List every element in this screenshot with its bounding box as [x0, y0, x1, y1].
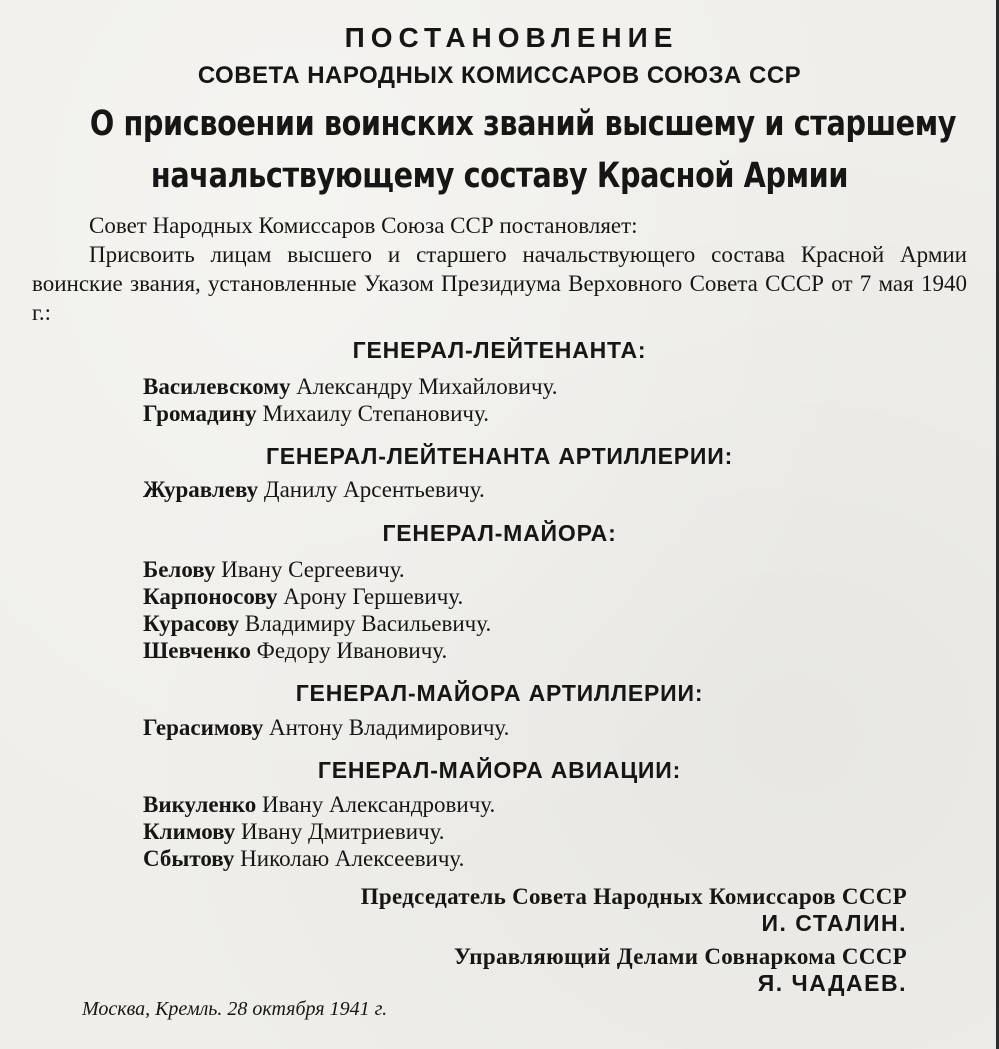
chairman-title: Председатель Совета Народных Комиссаров СССР — [360, 884, 907, 909]
decree-heading-line-1: О присвоении воинских званий высшему и старшему — [89, 104, 957, 144]
person-entry — [143, 477, 485, 503]
person-name: Александру Михайловичу. — [296, 374, 558, 399]
person-surname: Шевченко — [143, 638, 251, 663]
manager-title: Управляющий Делами Совнаркома СССР — [454, 944, 907, 969]
person-name: Арону Гершевичу. — [283, 584, 464, 609]
person-name: Владимиру Васильевичу. — [244, 611, 492, 636]
person-surname: Громадину — [143, 401, 257, 426]
intro-line: Совет Народных Комиссаров Союза ССР постановляет: — [89, 213, 638, 238]
person-entry — [143, 584, 463, 610]
person-name: Ивану Александровичу. — [262, 792, 496, 817]
rank-heading: ГЕНЕРАЛ-МАЙОРА: — [382, 520, 617, 546]
rank-heading: ГЕНЕРАЛ-ЛЕЙТЕНАНТА АРТИЛЛЕРИИ: — [265, 443, 734, 469]
person-entry — [143, 846, 464, 872]
person-surname: Курасову — [143, 611, 240, 636]
person-name: Ивану Сергеевичу. — [221, 557, 405, 582]
person-surname: Сбытову — [143, 846, 235, 871]
person-surname: Белову — [143, 557, 216, 582]
rank-heading: ГЕНЕРАЛ-МАЙОРА АВИАЦИИ: — [317, 757, 682, 783]
person-entry — [143, 557, 405, 583]
person-name: Антону Владимировичу. — [269, 715, 510, 740]
person-entry — [143, 638, 447, 664]
person-entry — [143, 374, 557, 400]
person-name: Николаю Алексеевичу. — [240, 846, 465, 871]
person-surname: Викуленко — [143, 792, 257, 817]
person-surname: Журавлеву — [143, 477, 259, 502]
rank-heading: ГЕНЕРАЛ-МАЙОРА АРТИЛЛЕРИИ: — [295, 680, 704, 706]
person-entry — [143, 792, 495, 818]
person-entry — [143, 715, 509, 741]
person-entry — [143, 819, 445, 845]
document-subtitle: СОВЕТА НАРОДНЫХ КОМИССАРОВ СОЮЗА ССР — [197, 62, 802, 89]
person-surname: Карпоносову — [143, 584, 278, 609]
document-title: ПОСТАНОВЛЕНИЕ — [344, 22, 679, 53]
person-name: Михаилу Степановичу. — [262, 401, 489, 426]
manager-name: Я. ЧАДАЕВ. — [757, 970, 907, 996]
decree-paragraph: Присвоить лицам высшего и старшего начальствующего состава Красной Армии воинские звания, установленные Указом Президиума Верховного Совета СССР от 7 мая 1940 г.: — [32, 242, 967, 325]
place-and-date: Москва, Кремль. 28 октября 1941 г. — [82, 998, 388, 1020]
chairman-name: И. СТАЛИН. — [761, 910, 907, 936]
person-surname: Герасимову — [143, 715, 264, 740]
decree-heading-line-2: начальствующему составу Красной Армии — [150, 156, 849, 196]
person-name: Ивану Дмитриевичу. — [241, 819, 445, 844]
person-name: Данилу Арсентьевичу. — [263, 477, 485, 502]
person-surname: Климову — [143, 819, 236, 844]
rank-heading: ГЕНЕРАЛ-ЛЕЙТЕНАНТА: — [352, 337, 647, 363]
person-surname: Василевскому — [143, 374, 291, 399]
person-entry — [143, 611, 491, 637]
person-name: Федору Ивановичу. — [256, 638, 448, 663]
person-entry — [143, 401, 489, 427]
